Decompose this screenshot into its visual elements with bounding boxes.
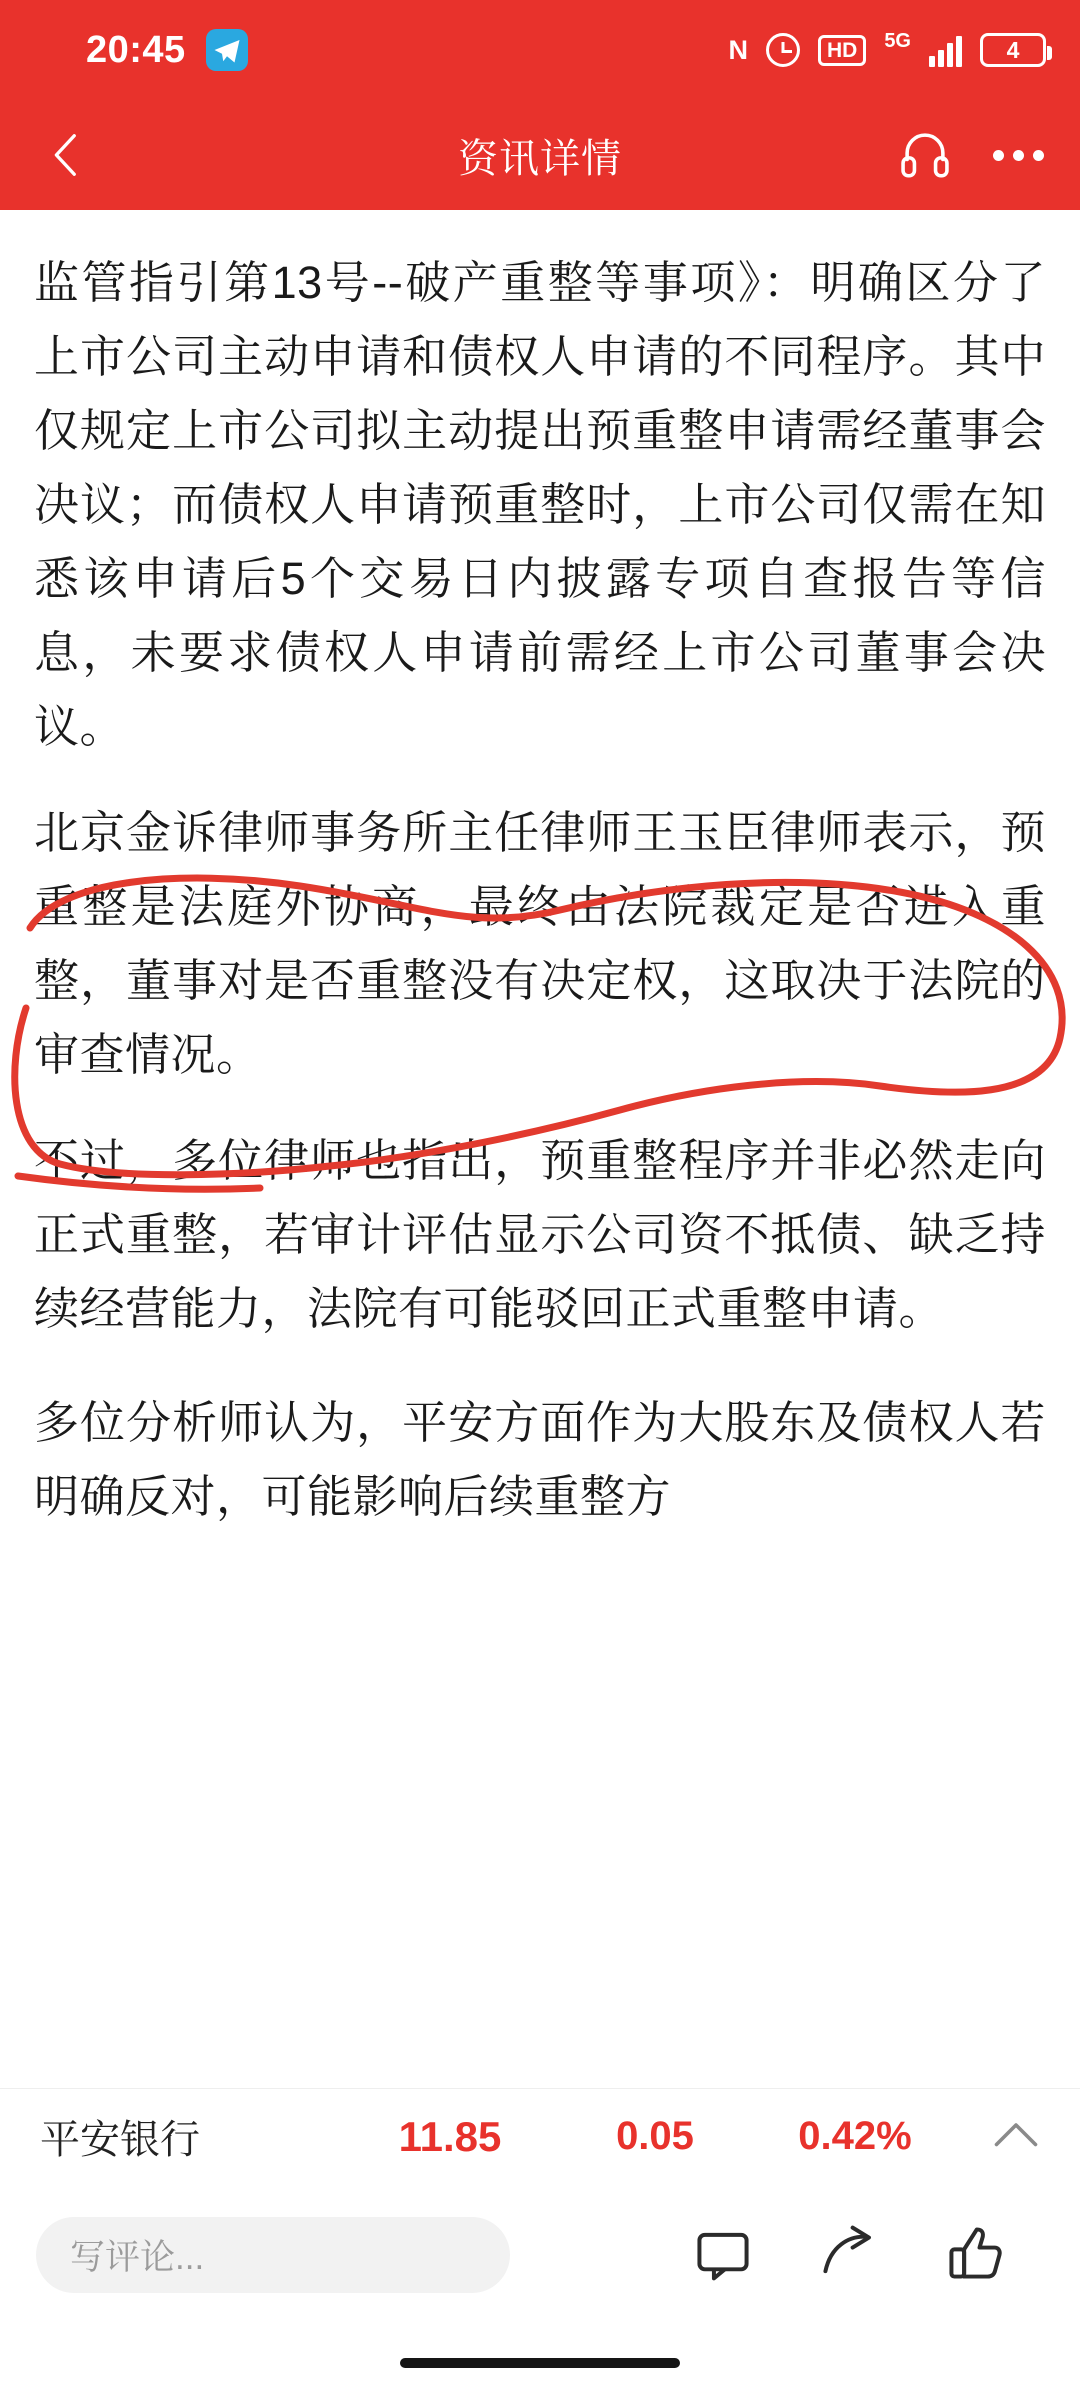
thumbs-up-icon[interactable] [946,2224,1004,2287]
gesture-handle[interactable] [400,2358,680,2368]
comment-bar [0,2184,1080,2326]
network-type-label: 5G [884,29,911,52]
stock-change-percent: 0.42% [798,2114,912,2158]
more-options-icon[interactable] [993,150,1044,161]
status-time: 20:45 [86,28,186,71]
status-icons [728,29,1046,67]
article-paragraph: 不过，多位律师也指出，预重整程序并非必然走向正式重整，若审计评估显示公司资不抵债、缺乏持续经营能力，法院有可能驳回正式重整申请。 [34,1135,1046,1334]
chevron-up-icon[interactable] [992,2117,1040,2156]
status-bar [0,0,1080,100]
stock-price: 11.85 [398,2112,502,2160]
alarm-clock-icon [766,33,800,67]
comment-input[interactable]: 写评论... [36,2217,510,2293]
system-navigation-bar [0,2326,1080,2400]
article-paragraph-highlighted: 北京金诉律师事务所主任律师王玉臣律师表示，预重整是法庭外协商，最终由法院裁定是否进入重整，董事对是否重整没有决定权，这取决于法院的审查情况。 [34,807,1046,1080]
share-arrow-icon[interactable] [820,2224,878,2287]
article-content[interactable] [0,210,1080,2400]
battery-icon: 4 [980,33,1046,67]
article-paragraph: 监管指引第13号--破产重整等事项》：明确区分了上市公司主动申请和债权人申请的不同程序。其中仅规定上市公司拟主动提出预重整申请需经董事会决议；而债权人申请预重整时，上市公司仅需在知悉该申请后5个交易日内披露专项自查报告等信息，未要求债权人申请前需经上市公司董事会决议。 [34,257,1046,752]
signal-bars-icon [929,33,962,67]
back-chevron-icon[interactable] [36,125,96,185]
article-paragraph: 多位分析师认为，平安方面作为大股东及债权人若明确反对，可能影响后续重整方 [34,1397,1046,1522]
stock-quote-bar[interactable] [0,2088,1080,2184]
page-title: 资讯详情 [458,136,622,181]
app-bar [0,100,1080,210]
stock-change: 0.05 [616,2114,694,2158]
hd-icon: HD [818,35,866,66]
stock-name: 平安银行 [40,2118,200,2162]
telegram-icon [206,29,248,71]
nfc-icon: N [728,34,748,65]
headphone-icon[interactable] [899,127,951,184]
comment-bubble-icon[interactable] [694,2224,752,2287]
